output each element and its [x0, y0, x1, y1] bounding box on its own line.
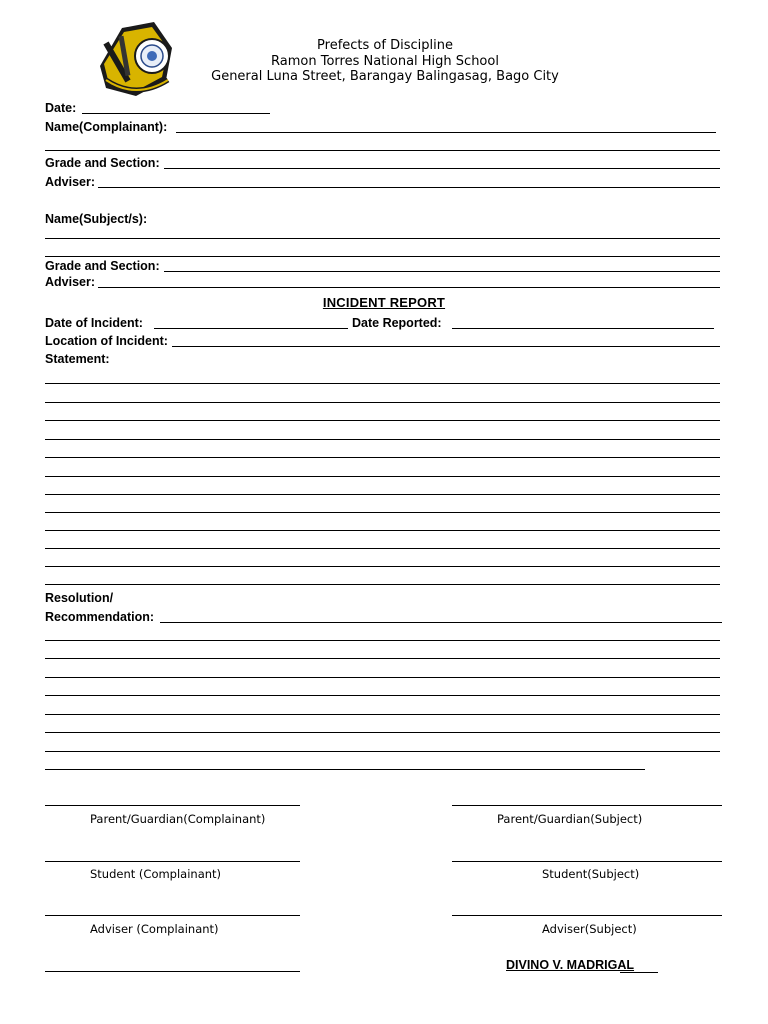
recommendation-line[interactable]	[45, 714, 720, 715]
statement-line[interactable]	[45, 584, 720, 585]
subject-adviser-label: Adviser:	[45, 275, 96, 289]
subject-adviser-field[interactable]	[98, 287, 720, 288]
location-field[interactable]	[172, 346, 720, 347]
resolution-label: Resolution/	[45, 591, 114, 605]
recommendation-line[interactable]	[45, 640, 720, 641]
date-label: Date:	[45, 101, 77, 115]
statement-line[interactable]	[45, 566, 720, 567]
parent-subject-signature-line[interactable]	[452, 805, 722, 806]
subject-name-field-line2[interactable]	[45, 256, 720, 257]
statement-line[interactable]	[45, 530, 720, 531]
recommendation-line[interactable]	[45, 658, 720, 659]
parent-subject-label: Parent/Guardian(Subject)	[497, 812, 643, 826]
date-of-incident-label: Date of Incident:	[45, 316, 143, 330]
statement-line[interactable]	[45, 476, 720, 477]
subject-name-label: Name(Subject/s):	[45, 212, 148, 226]
student-complainant-signature-line[interactable]	[45, 861, 300, 862]
extra-signature-line[interactable]	[45, 971, 300, 972]
location-label: Location of Incident:	[45, 334, 168, 348]
recommendation-label: Recommendation:	[45, 610, 155, 624]
statement-line[interactable]	[45, 420, 720, 421]
recommendation-field[interactable]	[160, 622, 722, 623]
statement-line[interactable]	[45, 383, 720, 384]
complainant-grade-field[interactable]	[164, 168, 720, 169]
school-name: Ramon Torres National High School	[271, 54, 499, 69]
complainant-adviser-label: Adviser:	[45, 175, 96, 189]
adviser-complainant-signature-line[interactable]	[45, 915, 300, 916]
school-seal-logo-icon	[92, 18, 178, 98]
recommendation-line[interactable]	[45, 751, 720, 752]
subject-grade-field[interactable]	[164, 271, 720, 272]
complainant-grade-label: Grade and Section:	[45, 156, 160, 170]
recommendation-line[interactable]	[45, 769, 645, 770]
complainant-name-field[interactable]	[176, 132, 716, 133]
statement-line[interactable]	[45, 457, 720, 458]
date-of-incident-field[interactable]	[154, 328, 348, 329]
subject-grade-label: Grade and Section:	[45, 259, 160, 273]
complainant-adviser-field[interactable]	[98, 187, 720, 188]
office-name: Prefects of Discipline	[317, 38, 453, 53]
date-reported-label: Date Reported:	[352, 316, 442, 330]
date-field[interactable]	[82, 113, 270, 114]
student-subject-label: Student(Subject)	[542, 867, 640, 881]
statement-label: Statement:	[45, 352, 110, 366]
school-address: General Luna Street, Barangay Balingasag, Bago City	[211, 69, 559, 84]
complainant-name-label: Name(Complainant):	[45, 120, 168, 134]
recommendation-line[interactable]	[45, 677, 720, 678]
prefect-name: DIVINO V. MADRIGAL	[506, 958, 635, 972]
prefect-name-underline	[620, 972, 658, 973]
student-subject-signature-line[interactable]	[452, 861, 722, 862]
adviser-subject-signature-line[interactable]	[452, 915, 722, 916]
recommendation-line[interactable]	[45, 695, 720, 696]
recommendation-line[interactable]	[45, 732, 720, 733]
parent-complainant-label: Parent/Guardian(Complainant)	[90, 812, 266, 826]
subject-name-field-line1[interactable]	[45, 238, 720, 239]
parent-complainant-signature-line[interactable]	[45, 805, 300, 806]
statement-line[interactable]	[45, 439, 720, 440]
student-complainant-label: Student (Complainant)	[90, 867, 222, 881]
adviser-subject-label: Adviser(Subject)	[542, 922, 637, 936]
report-title: INCIDENT REPORT	[322, 295, 446, 310]
adviser-complainant-label: Adviser (Complainant)	[90, 922, 219, 936]
date-reported-field[interactable]	[452, 328, 714, 329]
statement-line[interactable]	[45, 402, 720, 403]
statement-line[interactable]	[45, 548, 720, 549]
complainant-name-field-line2[interactable]	[45, 150, 720, 151]
statement-line[interactable]	[45, 494, 720, 495]
statement-line[interactable]	[45, 512, 720, 513]
